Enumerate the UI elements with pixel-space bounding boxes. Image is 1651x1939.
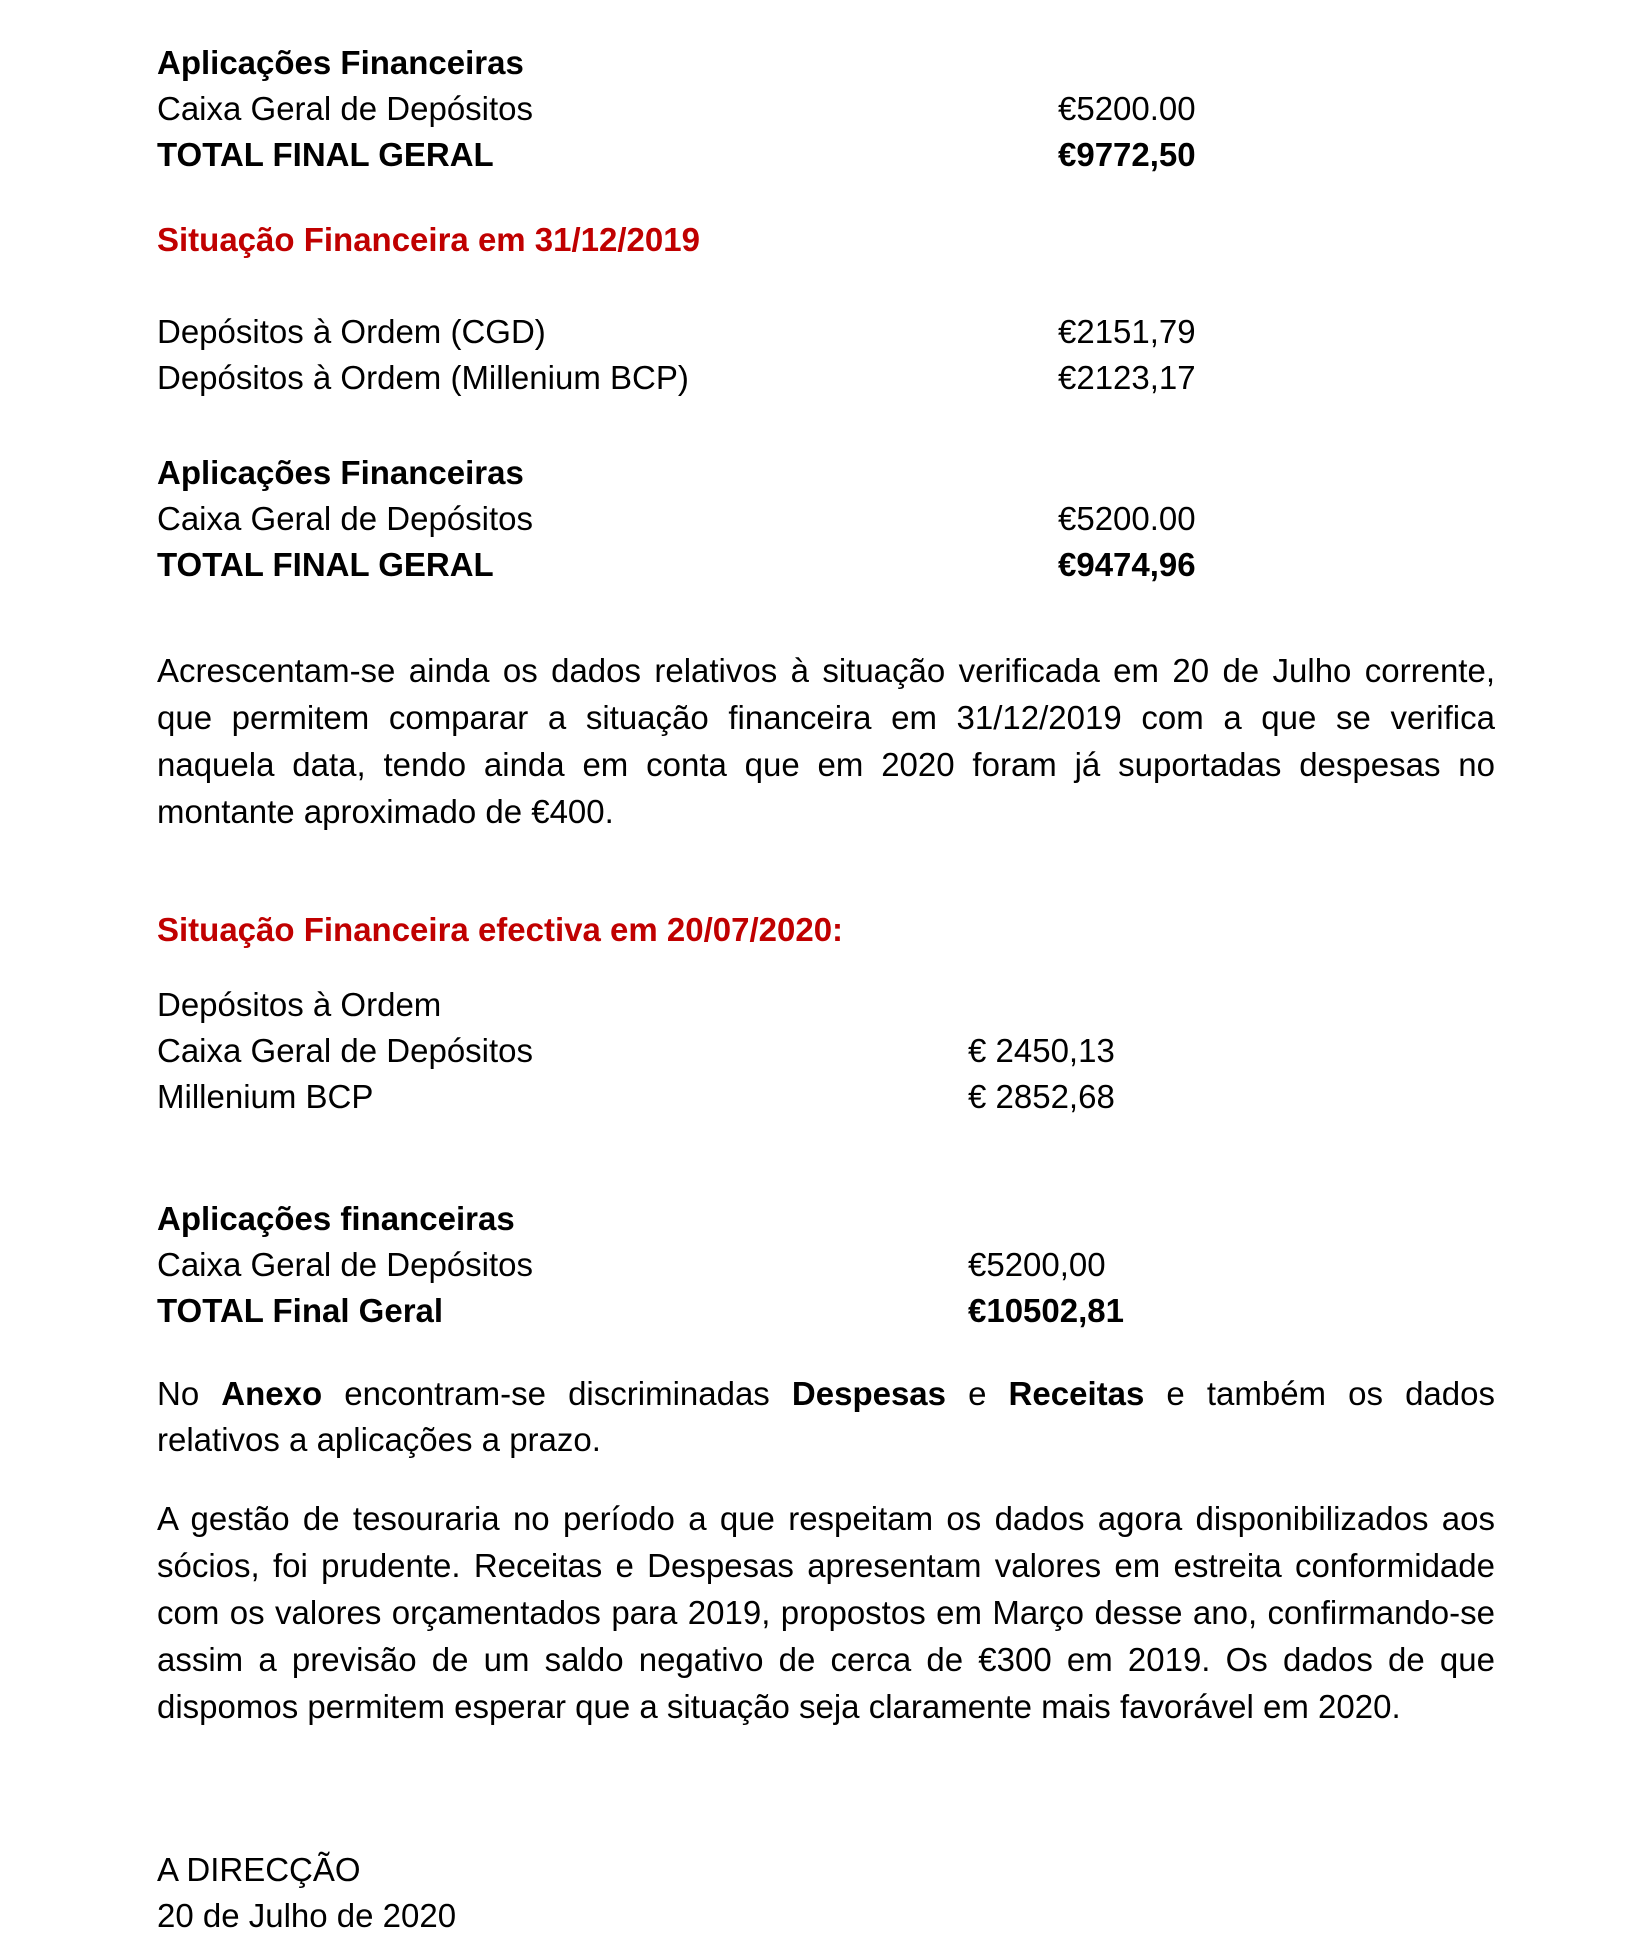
row-value: €5200,00 — [968, 1246, 1106, 1283]
date-text: 20 de Julho de 2020 — [157, 1897, 457, 1934]
despesas-bold: Despesas — [791, 1375, 947, 1412]
table-row — [157, 496, 1495, 542]
row-value: €5200.00 — [1058, 90, 1196, 127]
section-title: Aplicações Financeiras — [157, 454, 524, 491]
row-value: €2151,79 — [1058, 313, 1196, 350]
footer-signature-block — [157, 1847, 1495, 1939]
table-row — [157, 1028, 1495, 1074]
section-title-row — [157, 40, 1495, 86]
signature-text: A DIRECÇÃO — [157, 1851, 361, 1888]
section-aplicacoes-2020 — [157, 1196, 1495, 1334]
section-title: Aplicações financeiras — [157, 1200, 515, 1237]
total-row — [157, 132, 1495, 178]
section-aplicacoes-top — [157, 40, 1495, 178]
row-label: Millenium BCP — [157, 1078, 374, 1115]
section-title: Depósitos à Ordem — [157, 986, 442, 1023]
row-value: €5200.00 — [1058, 500, 1196, 537]
section-title-row — [157, 1196, 1495, 1242]
total-row — [157, 1288, 1495, 1334]
row-value: € 2450,13 — [968, 1032, 1115, 1069]
anexo-bold: Anexo — [221, 1375, 323, 1412]
total-label: TOTAL Final Geral — [157, 1292, 444, 1329]
paragraph-gestao: A gestão de tesouraria no período a que respeitam os dados agora disponibilizados aos sócios, foi prudente. Receitas e Despesas apresentam valores em estreita conformidade com os valores orçamentados para 2019, propostos em Março desse ano, confirmando-se assim a previsão de um saldo negativo de cerca de €300 em 2019. Os dados de que dispomos permitem esperar que a situação seja claramente mais favorável em 2020. — [157, 1500, 1495, 1725]
paragraph-acrescentam: Acrescentam-se ainda os dados relativos à situação verificada em 20 de Julho corrente, que permitem comparar a situação financeira em 31/12/2019 com a que se verifica naquela data, tendo ainda em conta que em 2020 foram já suportadas despesas no montante aproximado de €400. — [157, 652, 1495, 830]
table-row — [157, 1242, 1495, 1288]
row-label: Caixa Geral de Depósitos — [157, 500, 534, 537]
total-value: €10502,81 — [968, 1292, 1124, 1329]
row-label: Caixa Geral de Depósitos — [157, 1246, 534, 1283]
section-depositos-2020 — [157, 982, 1495, 1120]
row-label: Depósitos à Ordem (Millenium BCP) — [157, 359, 689, 396]
total-value: €9474,96 — [1058, 546, 1196, 583]
paragraph-anexo-text: encontram-se discriminadas — [322, 1375, 792, 1412]
paragraph-anexo-text: No — [157, 1375, 222, 1412]
paragraph-anexo-text: e também os dados relativos a aplicações a prazo. — [157, 1375, 1495, 1458]
section-title-row — [157, 450, 1495, 496]
total-row — [157, 542, 1495, 588]
table-row — [157, 309, 1495, 355]
section-title-row — [157, 982, 1495, 1028]
row-label: Depósitos à Ordem (CGD) — [157, 313, 546, 350]
section-aplicacoes-2019 — [157, 450, 1495, 588]
paragraph-anexo — [157, 1371, 1495, 1463]
row-value: € 2852,68 — [968, 1078, 1115, 1115]
receitas-bold: Receitas — [1008, 1375, 1145, 1412]
date-line — [157, 1893, 1495, 1939]
table-row — [157, 355, 1495, 401]
heading-situacao-31-12-2019: Situação Financeira em 31/12/2019 — [157, 221, 700, 258]
heading-situacao-20-07-2020: Situação Financeira efectiva em 20/07/2020: — [157, 911, 844, 948]
section-title: Aplicações Financeiras — [157, 44, 524, 81]
total-label: TOTAL FINAL GERAL — [157, 136, 494, 173]
table-row — [157, 1074, 1495, 1120]
row-label: Caixa Geral de Depósitos — [157, 90, 534, 127]
table-row — [157, 86, 1495, 132]
total-value: €9772,50 — [1058, 136, 1196, 173]
total-label: TOTAL FINAL GERAL — [157, 546, 494, 583]
section-depositos-2019 — [157, 309, 1495, 401]
signature-line — [157, 1847, 1495, 1893]
paragraph-anexo-text: e — [946, 1375, 1009, 1412]
row-label: Caixa Geral de Depósitos — [157, 1032, 534, 1069]
row-value: €2123,17 — [1058, 359, 1196, 396]
